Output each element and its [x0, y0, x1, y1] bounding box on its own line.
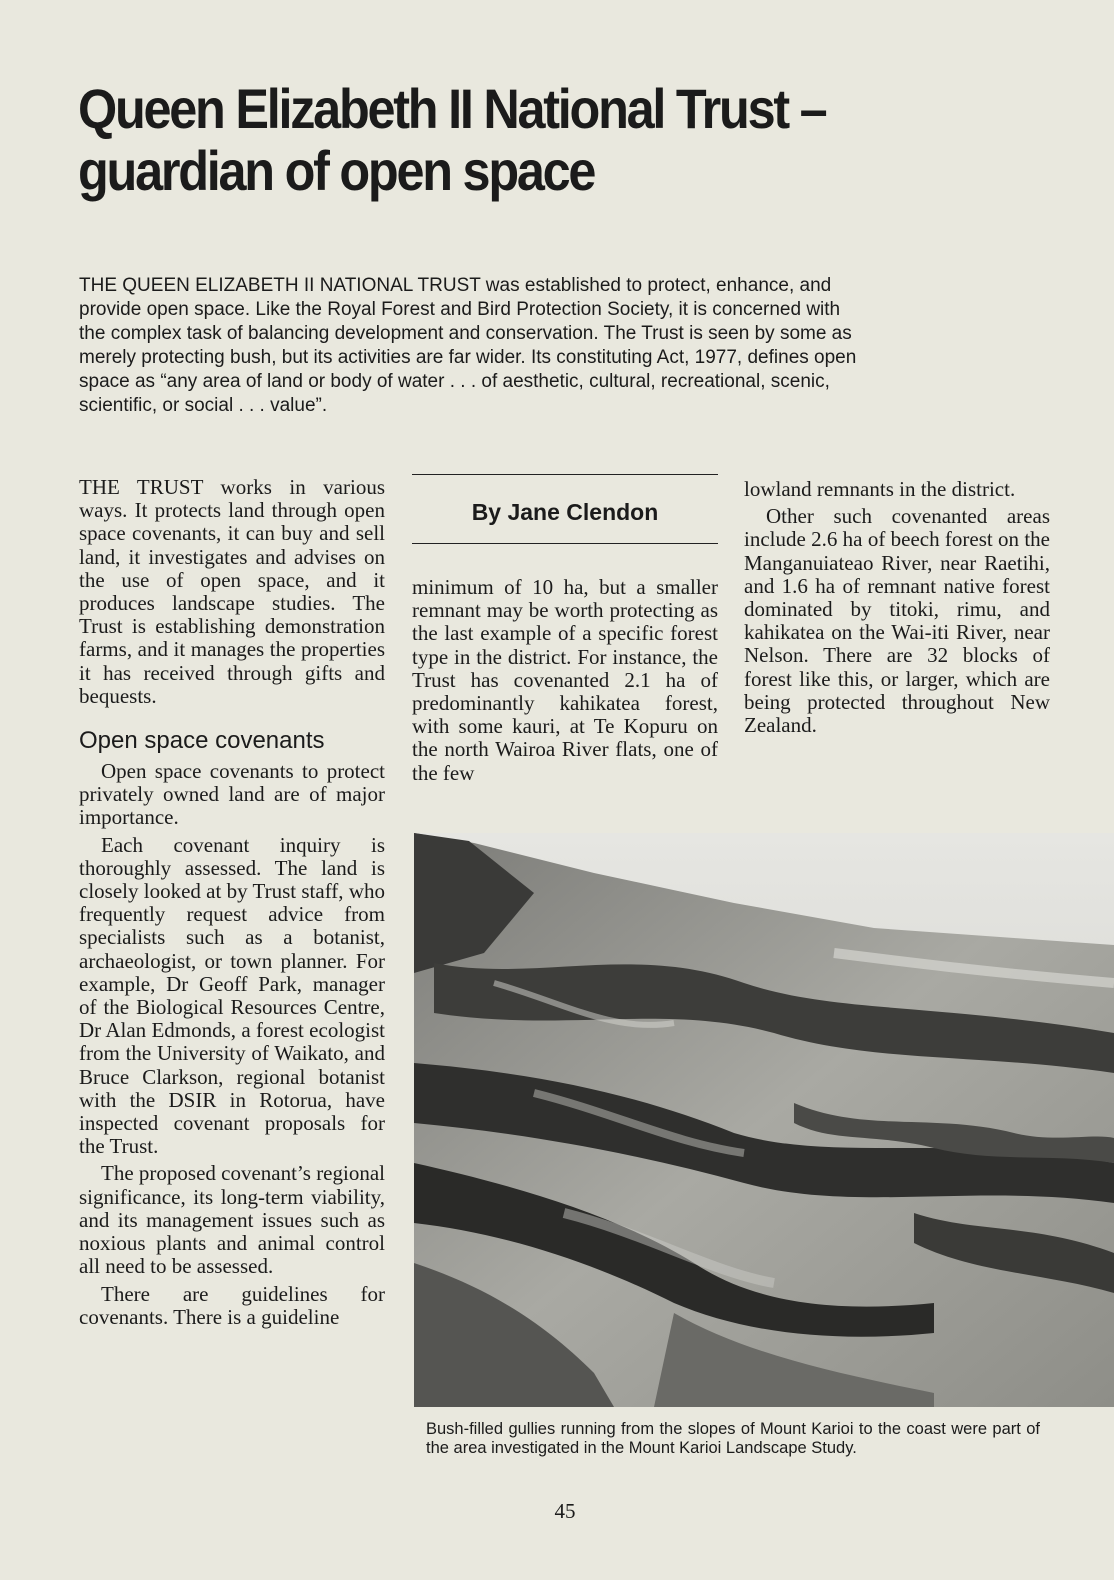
byline: By Jane Clendon [471, 499, 659, 525]
body-paragraph-8: Other such covenanted areas include 2.6 ha of beech forest on the Manganuiateao River, near Raetihi, and 1.6 ha of remnant native forest dominated by titoki, rimu, and kahikatea on the Wai-iti River, near Nelson. There are 32 blocks of forest like this, or larger, which are being protected throughout New Zealand. [744, 504, 1050, 738]
aerial-landscape-photo [414, 833, 1114, 1407]
intro-paragraph: THE QUEEN ELIZABETH II NATIONAL TRUST was established to protect, enhance, and provide open space. Like the Royal Forest and Bird Protection Society, it is concerned with the complex task of balancing development and conservation. The Trust is seen by some as merely protecting bush, but its activities are far wider. Its constituting Act, 1977, defines open space as “any area of land or body of water . . . of aesthetic, cultural, recreational, scenic, scientific, or social . . . value”. [79, 275, 857, 416]
body-paragraph-1: THE TRUST works in various ways. It protects land through open space covenants, it can buy and sell land, it investigates and advises on the use of open space, and it produces landscape studies. The Trust is establishing demonstration farms, and it manages the properties it has received through gifts and bequests. [79, 475, 385, 708]
byline-rule-bottom [412, 543, 718, 544]
column-1 [79, 476, 385, 1329]
byline-rule-top [412, 474, 718, 475]
body-paragraph-7: lowland remnants in the district. [744, 477, 1016, 501]
article-title [78, 77, 826, 202]
body-paragraph-6: minimum of 10 ha, but a smaller remnant may be worth protecting as the last example of a specific forest type in the district. For instance, the Trust has covenanted 2.1 ha of predominantly kahikatea forest, with some kauri, at Te Kopuru on the north Wairoa River flats, one of the few [412, 575, 718, 785]
body-paragraph-2: Open space covenants to protect privately owned land are of major importance. [79, 759, 385, 830]
title-line-2: guardian of open space [78, 139, 595, 202]
body-paragraph-3: Each covenant inquiry is thoroughly assessed. The land is closely looked at by Trust staff, who frequently request advice from specialists such as a botanist, archaeologist, or town planner. For example, Dr Geoff Park, manager of the Biological Resources Centre, Dr Alan Edmonds, a forest ecologist from the University of Waikato, and Bruce Clarkson, regional botanist with the DSIR in Rotorua, have inspected covenant proposals for the Trust. [79, 832, 385, 1159]
title-line-1: Queen Elizabeth II National Trust – [78, 77, 826, 140]
subheading-open-space-covenants: Open space covenants [79, 727, 325, 755]
column-3 [744, 478, 1050, 737]
body-paragraph-5: There are guidelines for covenants. There is a guideline [79, 1281, 385, 1329]
column-2 [412, 576, 718, 785]
body-paragraph-4: The proposed covenant’s regional significance, its long-term viability, and its management issues such as noxious plants and animal control all need to be assessed. [79, 1161, 385, 1279]
photo-caption: Bush-filled gullies running from the slopes of Mount Karioi to the coast were part of the area investigated in the Mount Karioi Landscape Study. [426, 1420, 1040, 1457]
page-number: 45 [554, 1499, 576, 1523]
